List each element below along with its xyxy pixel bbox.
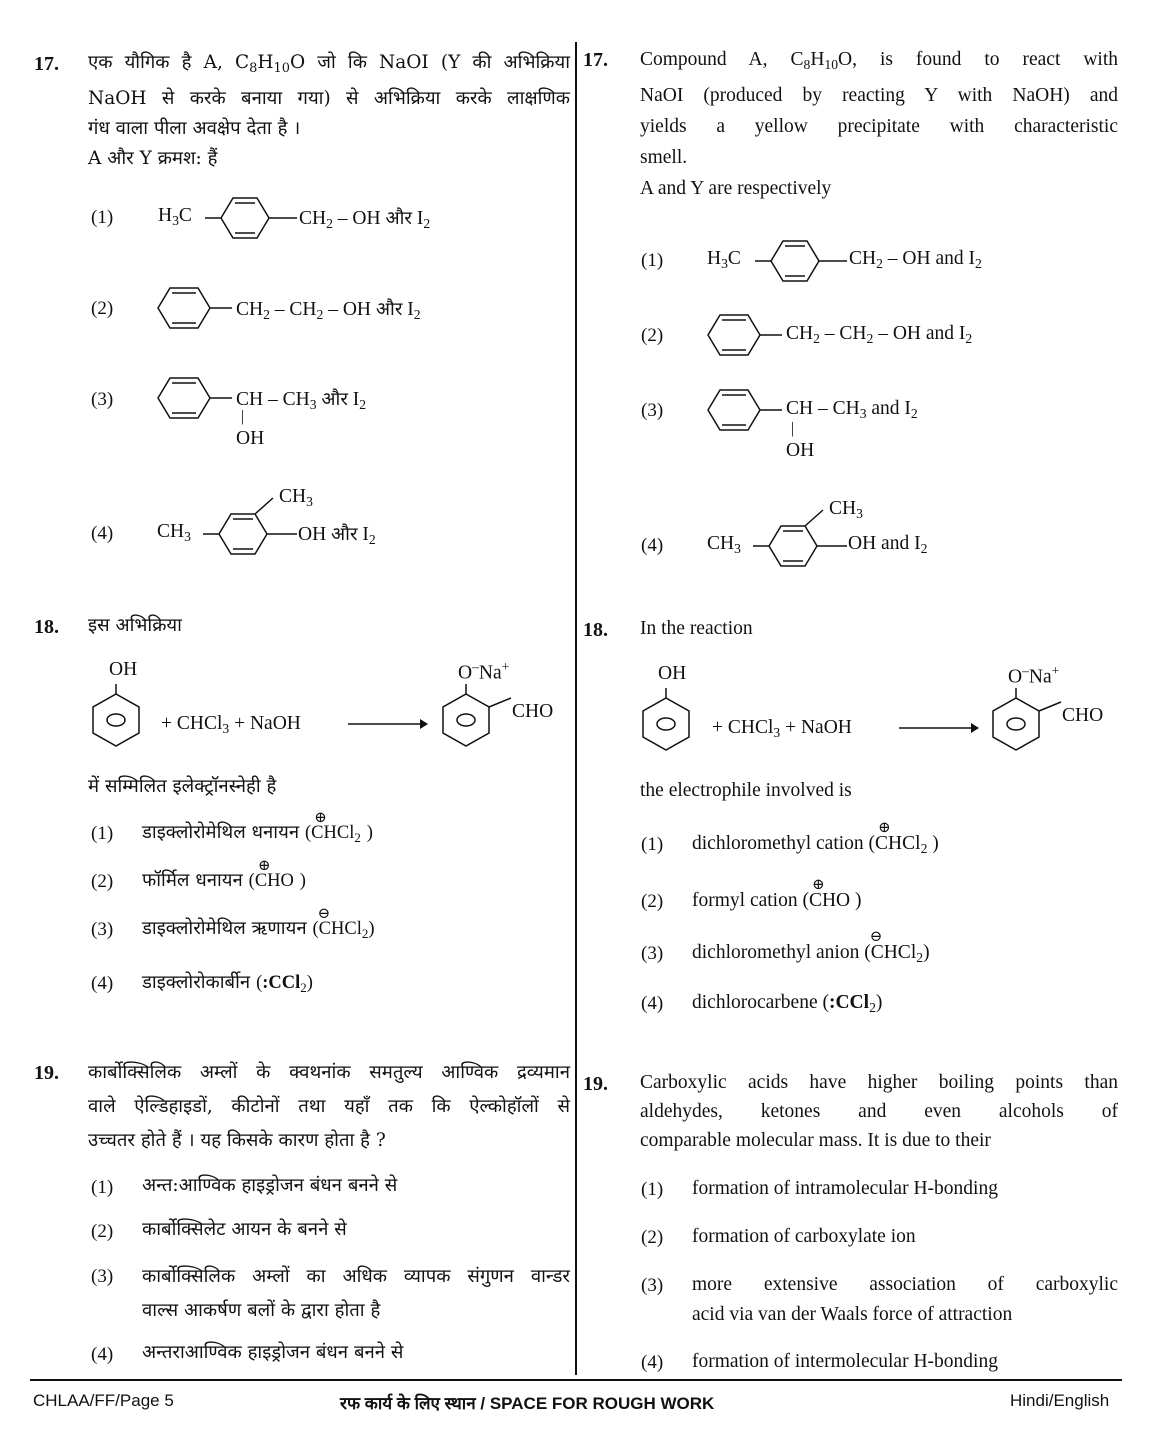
chem-h3c: $H_3C$ [158, 205, 192, 228]
option-number: (3) [91, 919, 114, 940]
chem-oh: OH [236, 428, 265, 449]
option-text: कार्बोक्सिलेट आयन के बनने से [142, 1219, 347, 1240]
option-number: (1) [641, 834, 664, 855]
question-text: में सम्मिलित इलेक्ट्रॉनस्नेही है [88, 776, 277, 797]
option-text: डाइक्लोरोमेथिल ऋणायन ( ⊖ CHCl$_2$) [142, 914, 374, 949]
reaction-arrow-icon [348, 717, 428, 731]
chem-oh-i2: OH और $I_2$ [298, 524, 376, 547]
minus-icon: ⊖ [317, 906, 331, 922]
question-text: इस अभिक्रिया [88, 615, 182, 636]
chem-ch3-top: $CH_3$ [279, 486, 313, 509]
product-ring-icon [989, 688, 1069, 754]
phenol-ring-icon [89, 684, 149, 750]
benzene-ring-icon [158, 284, 238, 332]
benzene-ring-icon [755, 237, 850, 285]
option-number: (4) [641, 535, 664, 556]
benzene-ring-icon [753, 510, 853, 570]
chem-ch2ch2oh: $CH_2 - CH_2$ – OH और $I_2$ [236, 299, 421, 322]
plus-icon: ⊕ [811, 877, 825, 893]
chem-cho: CHO [1062, 705, 1104, 726]
footer-rule [30, 1379, 1122, 1381]
chem-oh: OH [109, 659, 138, 680]
phenol-ring-icon [639, 688, 699, 754]
option-text: डाइक्लोरोमेथिल धनायन ( ⊕ CHCl$_2$ ) [142, 818, 373, 853]
option-text: dichloromethyl anion ( ⊖ CHCl$_2$) [692, 938, 930, 973]
option-number: (1) [91, 207, 114, 228]
option-number: (2) [641, 325, 664, 346]
option-number: (3) [91, 1266, 114, 1287]
option-text: formation of carboxylate ion [692, 1226, 916, 1247]
option-number: (3) [91, 389, 114, 410]
option-text: formation of intramolecular H-bonding [692, 1178, 998, 1199]
language-label: Hindi/English [1010, 1391, 1110, 1410]
page-code: CHLAA/FF/Page 5 [33, 1391, 174, 1410]
chem-ch2ch2oh: $CH_2 - CH_2$ – OH and $I_2$ [786, 323, 973, 346]
question-text: the electrophile involved is [640, 780, 852, 801]
option-number: (3) [641, 943, 664, 964]
chem-cho: CHO [512, 701, 554, 722]
chem-oh: OH [658, 663, 687, 684]
reaction-arrow-icon [899, 721, 979, 735]
chem-oh-i2: OH and $I_2$ [848, 533, 928, 556]
question-number: 19. [583, 1073, 608, 1095]
chem-chch3: CH – $CH_3$ and $I_2$ [786, 398, 918, 421]
rough-work-label: रफ कार्य के लिए स्थान / SPACE FOR ROUGH WORK [340, 1394, 715, 1413]
benzene-ring-icon [708, 311, 788, 359]
plus-icon: ⊕ [878, 820, 891, 836]
chem-chch3: CH – $CH_3$ और $I_2$ [236, 389, 367, 412]
chem-h3c: $H_3C$ [707, 248, 741, 271]
chem-ona: O–Na+ [1008, 663, 1060, 688]
question-text: कार्बोक्सिलिक अम्लों के क्वथनांक समतुल्य आण्विक द्रव्यमान वाले ऐल्डिहाइडों, कीटोनों तथा यहाँ तक कि ऐल्कोहॉलों से उच्चतर होते हैं । यह किसके कारण होता है ? [88, 1062, 570, 1151]
option-number: (3) [641, 1275, 664, 1296]
chem-ch3: $CH_3$ [157, 521, 191, 544]
question-text: Compound A, $C_8H_{10}O$, is found to react with NaOI (produced by reacting Y with NaOH) and yields a yellow precipitate with characteristic smell. A and Y are respectively [640, 49, 1119, 199]
plus-icon: ⊕ [257, 858, 271, 874]
option-number: (2) [641, 1227, 664, 1248]
benzene-ring-icon [205, 194, 300, 242]
option-text: डाइक्लोरोकार्बीन (:CCl$_2$) [142, 972, 313, 995]
option-number: (1) [641, 1179, 664, 1200]
option-text: फॉर्मिल धनायन ( ⊕ CHO ) [142, 866, 306, 896]
option-number: (2) [91, 298, 114, 319]
question-number: 17. [34, 53, 59, 75]
option-number: (2) [91, 1221, 114, 1242]
option-text: कार्बोक्सिलिक अम्लों का अधिक व्यापक संगुणन वान्डर वाल्स आकर्षण बलों के द्वारा होता है [142, 1266, 570, 1321]
chem-ch2oh: $CH_2$ – OH और $I_2$ [299, 208, 431, 231]
reagents: + CHCl$_3$ + NaOH [712, 717, 852, 740]
question-text: Carboxylic acids have higher boiling points than aldehydes, ketones and even alcohols of comparable molecular mass. It is due to their [640, 1072, 1118, 1151]
option-number: (4) [91, 973, 114, 994]
option-text: अन्त:आण्विक हाइड्रोजन बंधन बनने से [142, 1175, 398, 1196]
chem-ch3: $CH_3$ [707, 533, 741, 556]
option-number: (2) [91, 871, 114, 892]
chem-ona: O–Na+ [458, 659, 510, 684]
option-number: (4) [641, 993, 664, 1014]
question-number: 18. [34, 616, 59, 638]
option-text: more extensive association of carboxylic acid via van der Waals force of attraction [692, 1274, 1118, 1325]
option-number: (1) [641, 250, 664, 271]
option-text: dichloromethyl cation ( ⊕ CHCl$_2$ ) [692, 829, 939, 864]
plus-icon: ⊕ [314, 810, 327, 826]
benzene-ring-icon [708, 386, 788, 434]
chem-ch3-top: $CH_3$ [829, 498, 863, 521]
option-text: formyl cation ( ⊕ CHO ) [692, 886, 862, 916]
option-number: (4) [91, 523, 114, 544]
option-text: formation of intermolecular H-bonding [692, 1351, 998, 1372]
option-number: (1) [91, 1177, 114, 1198]
option-number: (2) [641, 891, 664, 912]
question-text: एक यौगिक है A, $C_8H_{10}O$ जो कि NaOI (Y की अभिक्रिया NaOH से करके बनाया गया) से अभिक्रिया करके लाक्षणिक गंध वाला पीला अवक्षेप देता है । A और Y क्रमश: हैं [88, 52, 571, 169]
option-text: dichlorocarbene (:CCl$_2$) [692, 992, 883, 1015]
reagents: + CHCl$_3$ + NaOH [161, 713, 301, 736]
option-number: (1) [91, 823, 114, 844]
option-number: (3) [641, 400, 664, 421]
minus-icon: ⊖ [869, 929, 883, 945]
option-number: (4) [91, 1344, 114, 1365]
chem-ch2oh: $CH_2$ – OH and $I_2$ [849, 248, 982, 271]
question-number: 18. [583, 619, 608, 641]
chem-oh: OH [786, 440, 815, 461]
option-number: (4) [641, 1352, 664, 1373]
question-text: In the reaction [640, 618, 753, 639]
bond-line: | [241, 408, 245, 425]
column-divider [575, 42, 577, 1375]
question-number: 19. [34, 1062, 59, 1084]
benzene-ring-icon [203, 498, 303, 558]
question-number: 17. [583, 49, 608, 71]
bond-line: | [791, 420, 795, 437]
product-ring-icon [439, 684, 519, 750]
option-text: अन्तराआण्विक हाइड्रोजन बंधन बनने से [142, 1342, 404, 1363]
benzene-ring-icon [158, 374, 238, 422]
